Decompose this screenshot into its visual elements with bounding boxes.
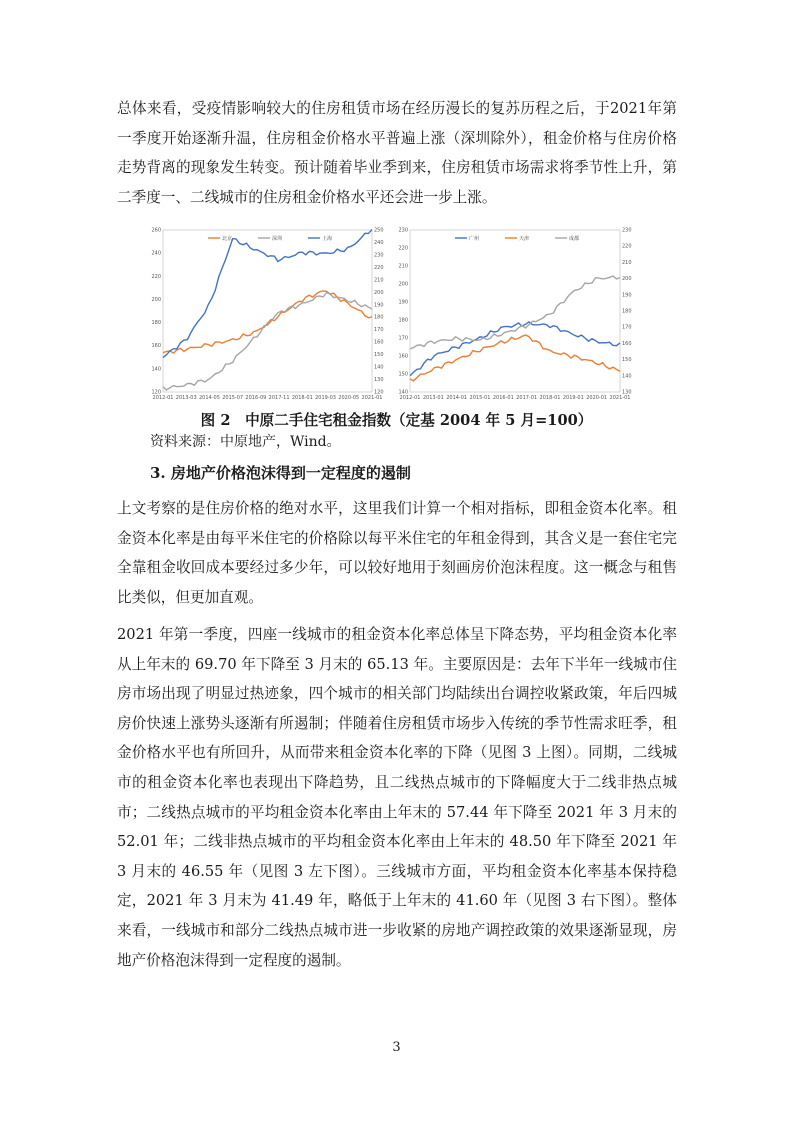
series-line-3 — [163, 229, 372, 357]
plot-frame — [163, 230, 372, 392]
legend-label: 广州 — [469, 235, 480, 242]
y-left-tick-label: 140 — [398, 389, 408, 396]
y-right-tick-label: 150 — [622, 357, 632, 364]
y-right-tick-label: 230 — [374, 252, 384, 259]
rent-index-chart-tier1-svg — [145, 222, 390, 410]
y-right-tick-label: 150 — [374, 352, 384, 359]
legend-label: 成都 — [569, 235, 580, 242]
paragraph-q1-analysis: 2021 年第一季度，四座一线城市的租金资本化率总体呈下降态势，平均租金资本化率从上年末的 69.70 年下降至 3 月末的 65.13 年。主要原因是：去年下半年一线城市住房市场出现了明显过热迹象，四个城市的相关部门均陆续出台调控收紧政策，年后四城房价快速上涨势头逐渐有所遏制；伴随着住房租赁市场步入传统的季节性需求旺季，租金价格水平也有所回升，从而带来租金资本化率的下降（见图 3 上图）。同期，二线城市的租金资本化率也表现出下降趋势，且二线热点城市的下降幅度大于二线非热点城市；二线热点城市的平均租金资本化率由上年末的 57.44 年下降至 2021 年 3 月末的 52.01 年；二线非热点城市的平均租金资本化率由上年末的 48.50 年下降至 2021 年 3 月末的 46.55 年（见图 3 左下图）。三线城市方面，平均租金资本化率基本保持稳定，2021 年 3 月末为 41.49 年，略低于上年末的 41.60 年（见图 3 右下图）。整体来看，一线城市和部分二线热点城市进一步收紧的房地产调控政策的效果逐渐显现，房地产价格泡沫得到一定程度的遏制。 — [117, 626, 677, 969]
y-right-tick-label: 220 — [622, 243, 632, 250]
x-tick-label: 2015-07 — [222, 395, 244, 401]
x-tick-label: 2014-01 — [446, 395, 468, 401]
y-right-tick-label: 190 — [374, 302, 384, 309]
y-left-tick-label: 170 — [398, 335, 408, 342]
y-left-tick-label: 160 — [151, 343, 161, 350]
y-right-tick-label: 130 — [374, 377, 384, 384]
figure-caption: 图 2 中原二手住宅租金指数（定基 2004 年 5 月=100） — [200, 412, 593, 429]
y-right-tick-label: 200 — [374, 289, 384, 296]
x-tick-label: 2015-01 — [469, 395, 491, 401]
series-line-2 — [163, 293, 372, 391]
legend-label: 北京 — [222, 235, 233, 242]
legend-label: 深圳 — [272, 235, 283, 242]
y-left-tick-label: 220 — [398, 245, 408, 252]
y-right-tick-label: 250 — [374, 227, 384, 234]
y-right-tick-label: 240 — [374, 239, 384, 246]
section-heading: 3. 房地产价格泡沫得到一定程度的遏制 — [150, 464, 411, 482]
figure-source: 资料来源：中原地产，Wind。 — [150, 434, 341, 450]
y-right-tick-label: 160 — [374, 339, 384, 346]
x-tick-label: 2018-01 — [291, 395, 313, 401]
legend-label: 天津 — [519, 235, 530, 242]
y-right-tick-label: 170 — [374, 327, 384, 334]
y-left-tick-label: 200 — [151, 296, 161, 303]
x-tick-label: 2016-09 — [245, 395, 267, 401]
intro-paragraph: 总体来看，受疫情影响较大的住房租赁市场在经历漫长的复苏历程之后，于2021年第一季度开始逐渐升温，住房租金价格水平普遍上涨（深圳除外），租金价格与住房价格走势背离的现象发生转变。预计随着毕业季到来，住房租赁市场需求将季节性上升，第二季度一、二线城市的住房租金价格水平还会进一步上涨。 — [117, 100, 677, 206]
x-tick-label: 2012-01 — [399, 395, 421, 401]
x-tick-label: 2016-01 — [492, 395, 514, 401]
y-left-tick-label: 150 — [398, 371, 408, 378]
y-left-tick-label: 210 — [398, 263, 408, 270]
series-line-1 — [163, 291, 372, 353]
y-right-tick-label: 210 — [622, 259, 632, 266]
series-line-3 — [410, 276, 620, 349]
page-number: 3 — [392, 1040, 401, 1055]
x-tick-label: 2013-03 — [175, 395, 197, 401]
y-right-tick-label: 140 — [622, 373, 632, 380]
y-left-tick-label: 160 — [398, 353, 408, 360]
y-right-tick-label: 190 — [622, 292, 632, 299]
y-left-tick-label: 220 — [151, 273, 161, 280]
x-tick-label: 2020-05 — [338, 395, 360, 401]
x-tick-label: 2014-05 — [198, 395, 220, 401]
y-right-tick-label: 220 — [374, 264, 384, 271]
x-tick-label: 2017-11 — [268, 395, 290, 401]
legend-label: 上海 — [322, 235, 333, 242]
y-left-tick-label: 260 — [151, 227, 161, 234]
x-tick-label: 2012-01 — [152, 395, 174, 401]
y-right-tick-label: 200 — [622, 276, 632, 283]
y-right-tick-label: 140 — [374, 364, 384, 371]
y-right-tick-label: 180 — [374, 314, 384, 321]
y-left-tick-label: 190 — [398, 299, 408, 306]
y-left-tick-label: 120 — [151, 389, 161, 396]
x-tick-label: 2021-01 — [361, 395, 383, 401]
x-tick-label: 2018-01 — [539, 395, 561, 401]
rent-index-chart-tier2-svg — [392, 222, 638, 410]
y-left-tick-label: 180 — [151, 320, 161, 327]
y-left-tick-label: 200 — [398, 281, 408, 288]
y-right-tick-label: 170 — [622, 324, 632, 331]
y-right-tick-label: 180 — [622, 308, 632, 315]
x-tick-label: 2021-01 — [609, 395, 631, 401]
y-left-tick-label: 230 — [398, 227, 408, 234]
rent-index-chart-tier1 — [145, 222, 390, 410]
y-right-tick-label: 160 — [622, 340, 632, 347]
x-tick-label: 2019-01 — [562, 395, 584, 401]
y-right-tick-label: 230 — [622, 227, 632, 234]
y-right-tick-label: 210 — [374, 277, 384, 284]
y-right-tick-label: 120 — [374, 389, 384, 396]
paragraph-rent-capitalization: 上文考察的是住房价格的绝对水平，这里我们计算一个相对指标，即租金资本化率。租金资本化率是由每平米住宅的价格除以每平米住宅的年租金得到，其含义是一套住宅完全靠租金收回成本要经过多少年，可以较好地用于刻画房价泡沫程度。这一概念与租售比类似，但更加直观。 — [117, 500, 677, 606]
y-left-tick-label: 240 — [151, 250, 161, 257]
rent-index-chart-tier2 — [392, 222, 638, 410]
x-tick-label: 2019-03 — [315, 395, 337, 401]
x-tick-label: 2013-01 — [422, 395, 444, 401]
y-left-tick-label: 140 — [151, 366, 161, 373]
y-left-tick-label: 180 — [398, 317, 408, 324]
y-right-tick-label: 130 — [622, 389, 632, 396]
x-tick-label: 2020-01 — [586, 395, 608, 401]
x-tick-label: 2017-01 — [516, 395, 538, 401]
